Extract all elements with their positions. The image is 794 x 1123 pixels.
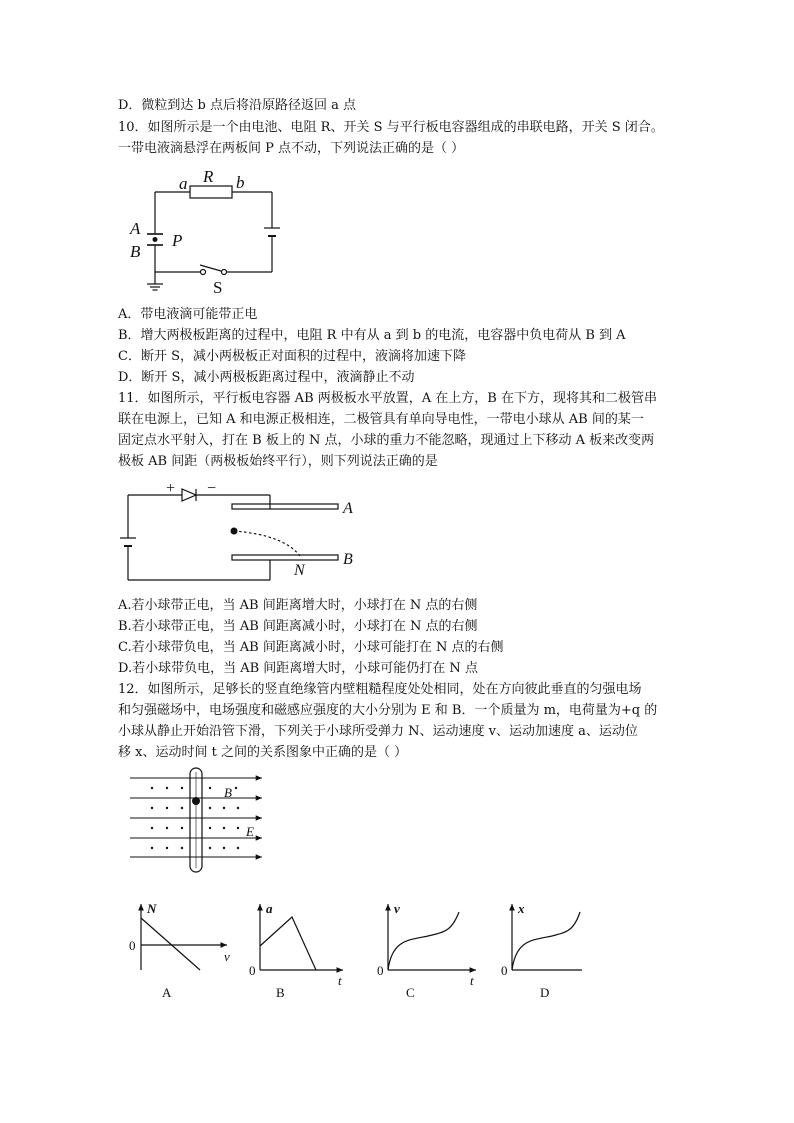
q11-stem-line-1: 11．如图所示，平行板电容器 AB 两极板水平放置，A 在上方，B 在下方，现将其和二极管串	[118, 391, 657, 406]
q12-graph-d-origin: 0	[501, 963, 508, 978]
q10-option-d: D．断开 S，减小两极板距离过程中，液滴静止不动	[118, 370, 415, 385]
q9-option-d: D．微粒到达 b 点后将沿原路径返回 a 点	[118, 98, 357, 113]
q10-option-c: C．断开 S，减小两极板正对面积的过程中，液滴将加速下降	[118, 349, 466, 364]
q12-graph-b-curve	[260, 917, 316, 970]
q12-graph-a-curve	[141, 918, 200, 970]
q12-graph-c-curve	[388, 912, 459, 970]
q10-label-a: a	[179, 174, 188, 193]
q12-graph-a-origin: 0	[129, 938, 136, 953]
q11-option-c: C.若小球带负电，当 AB 间距离减小时，小球可能打在 N 点的右侧	[118, 640, 504, 655]
q10-label-s: S	[213, 278, 223, 297]
q12-graph-c-xlabel: t	[470, 973, 474, 988]
q10-label-plate-a: A	[130, 219, 141, 238]
q12-stem-line-4: 移 x、运动时间 t 之间的关系图象中正确的是（ ）	[118, 745, 408, 760]
q11-option-b: B.若小球带正电，当 AB 间距离减小时，小球打在 N 点的右侧	[118, 619, 478, 634]
q11-stem-line-2: 联在电源上，已知 A 和电源正极相连，二极管具有单向导电性，一带电小球从 AB 间的某一	[118, 412, 644, 427]
q12-graph-c-ylabel: v	[394, 901, 400, 916]
q10-option-a: A．带电液滴可能带正电	[118, 307, 258, 322]
q12-label-e: E	[246, 824, 254, 839]
q12-graph-b-ylabel: a	[266, 901, 273, 916]
q10-label-p: P	[172, 231, 183, 250]
q10-label-b: b	[236, 173, 245, 192]
q12-graph-c-caption: C	[406, 985, 415, 1000]
q12-stem-line-3: 小球从静止开始沿管下滑，下列关于小球所受弹力 N、运动速度 v、运动加速度 a、运动位	[118, 724, 638, 739]
q11-label-n: N	[294, 562, 305, 579]
q12-graph-b	[249, 901, 343, 1000]
q12-graph-b-xlabel: t	[338, 973, 342, 988]
q12-graph-d-ylabel: x	[518, 901, 525, 916]
q12-graph-c-origin: 0	[377, 963, 384, 978]
q10-stem-line-1: 10．如图所示是一个由电池、电阻 R、开关 S 与平行板电容器组成的串联电路，开关 S 闭合。	[118, 120, 664, 135]
q12-label-b: B	[224, 785, 232, 800]
q12-stem-line-1: 12．如图所示，足够长的竖直绝缘管内壁粗糙程度处处相同，处在方向彼此垂直的匀强电场	[118, 682, 642, 697]
q10-label-plate-b: B	[130, 242, 141, 261]
q11-label-b: B	[343, 551, 353, 568]
q12-graph-d-caption: D	[540, 985, 550, 1000]
q12-graph-d	[501, 901, 582, 1000]
q11-stem-line-4: 极板 AB 间距（两极板始终平行），则下列说法正确的是	[118, 454, 438, 469]
q12-graph-d-curve	[512, 912, 580, 970]
q12-graph-a-ylabel: N	[147, 901, 157, 916]
q10-label-r: R	[203, 167, 214, 186]
q12-graph-c	[377, 901, 476, 1000]
q12-graph-a-xlabel: v	[224, 949, 230, 964]
q12-graph-b-origin: 0	[249, 963, 256, 978]
q11-stem-line-3: 固定点水平射入，打在 B 板上的 N 点，小球的重力不能忽略，现通过上下移动 A 板来改变两	[118, 433, 655, 448]
q12-stem-line-2: 和匀强磁场中，电场强度和磁感应强度的大小分别为 E 和 B．一个质量为 m，电荷量为+q 的	[118, 703, 658, 718]
q12-graph-a	[129, 901, 230, 1000]
q11-option-d: D.若小球带负电，当 AB 间距离增大时，小球可能仍打在 N 点	[118, 661, 478, 676]
q12-graph-b-caption: B	[276, 985, 285, 1000]
q10-stem-line-2: 一带电液滴悬浮在两板间 P 点不动，下列说法正确的是（ ）	[118, 141, 465, 156]
q11-label-plus: +	[166, 480, 176, 497]
q11-label-a: A	[343, 500, 353, 517]
q12-graph-a-caption: A	[162, 985, 172, 1000]
q11-label-minus: −	[207, 480, 217, 497]
q10-option-b: B．增大两极板距离的过程中，电阻 R 中有从 a 到 b 的电流，电容器中负电荷从 B 到 A	[118, 328, 626, 343]
q11-option-a: A.若小球带正电，当 AB 间距离增大时，小球打在 N 点的右侧	[118, 598, 478, 613]
